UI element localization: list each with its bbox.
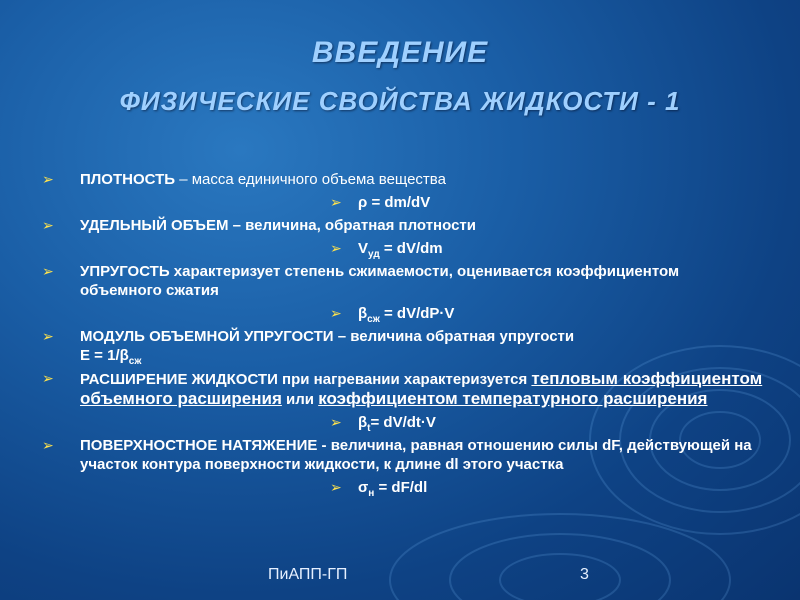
definition-bulk-modulus: – величина обратная упругости [333,328,575,345]
footer-text: ПиАПП-ГП [268,566,348,583]
formula-elastic-main: β [358,305,368,322]
list-item-expansion [34,369,764,409]
formula-specvol-rest: = dV/dm [379,240,443,257]
arrow-bullet-icon: ➢ [42,437,54,453]
formula-tension-rest: = dF/dl [374,479,428,496]
arrow-bullet-icon: ➢ [330,414,342,430]
formula-elastic-rest: = dV/dP·V [379,305,455,322]
page-number: 3 [580,566,589,583]
term-specific-volume: УДЕЛЬНЫЙ ОБЪЕМ [80,217,229,234]
formula-expansion-sub: t [367,423,371,434]
formula-expansion-main: β [358,414,368,431]
term-bulk-modulus: МОДУЛЬ ОБЪЕМНОЙ УПРУГОСТИ [80,328,334,345]
definition-elasticity: характеризует степень сжимаемости, оценивается коэффициентом объемного сжатия [80,263,680,299]
arrow-bullet-icon: ➢ [330,194,342,210]
term-density: ПЛОТНОСТЬ [80,171,176,188]
list-item-surface-tension [34,436,764,474]
arrow-bullet-icon: ➢ [42,171,54,187]
formula-density [34,193,764,212]
list-item-density [34,170,764,189]
list-item-elasticity [34,262,764,300]
arrow-bullet-icon: ➢ [42,328,54,344]
formula-surface-tension [34,478,764,497]
formula-elasticity [34,304,764,323]
arrow-bullet-icon: ➢ [330,240,342,256]
formula-expansion-rest: = dV/dt·V [370,414,436,431]
formula-specific-volume [34,239,764,258]
arrow-bullet-icon: ➢ [42,370,54,386]
formula-tension-sub: н [368,488,375,499]
formula-specvol-sub: уд [368,249,380,260]
arrow-bullet-icon: ➢ [42,217,54,233]
formula-specvol-main: V [358,240,369,257]
formula-elastic-sub: сж [367,314,380,325]
definition-surface-tension: - величина, равная отношению силы dF, действующей на участок контура поверхности жидкости, к длине dl этого участка [80,437,752,473]
arrow-bullet-icon: ➢ [330,479,342,495]
definition-expansion: при нагревании характеризуется [277,371,532,388]
term-surface-tension: ПОВЕРХНОСТНОЕ НАТЯЖЕНИЕ [80,437,318,454]
term-expansion: РАСШИРЕНИЕ ЖИДКОСТИ [80,371,278,388]
formula-expansion [34,413,764,432]
formula-tension-main: σ [358,479,369,496]
slide-content [34,170,764,501]
arrow-bullet-icon: ➢ [42,263,54,279]
link-temperature-coefficient[interactable]: коэффициентом температурного расширения [318,389,708,408]
definition-density: – масса единичного объема вещества [175,171,446,188]
formula-density-text: ρ = dm/dV [358,194,431,211]
list-item-specific-volume [34,216,764,235]
slide-subtitle: ФИЗИЧЕСКИЕ СВОЙСТВА ЖИДКОСТИ - 1 [119,86,681,116]
arrow-bullet-icon: ➢ [330,305,342,321]
definition-specific-volume: – величина, обратная плотности [228,217,476,234]
formula-modulus-main: E = 1/β [80,347,129,364]
expansion-or: или [281,391,319,408]
link-thermal-coefficient[interactable]: тепловым коэффициентом объемного расширения [80,369,763,408]
slide-title: ВВЕДЕНИЕ [311,36,489,69]
list-item-bulk-modulus [34,327,764,365]
formula-modulus-sub: сж [128,356,142,367]
term-elasticity: УПРУГОСТЬ [80,263,170,280]
